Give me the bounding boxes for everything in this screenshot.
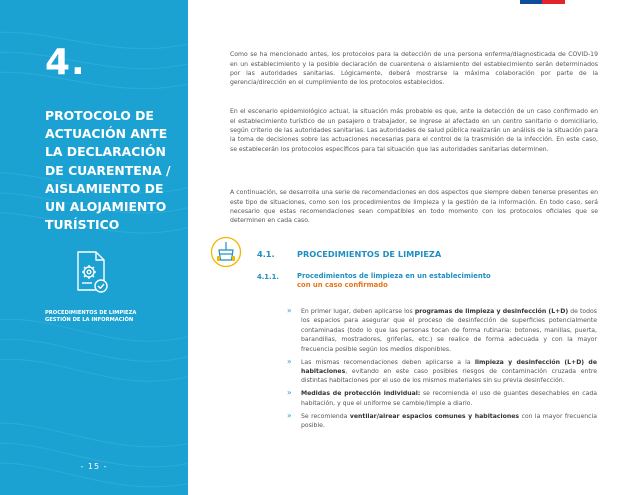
- chapter-title: PROTOCOLO DE ACTUACIÓN ANTE LA DECLARACIÓN DE CUARENTENA / AISLAMIENTO DE UN ALOJAMIENTO TURÍSTICO: [45, 108, 171, 233]
- government-flag-bar: [520, 0, 565, 4]
- list-item: » Medidas de protección individual: se recomienda el uso de guantes desechables en cada habitación, y que el uniforme se cambie/limpie a diario.: [287, 388, 598, 407]
- wave-pattern-decoration: [0, 0, 188, 495]
- list-item: » Se recomienda ventilar/airear espacios comunes y habitaciones con la mayor frecuencia posible.: [287, 410, 597, 429]
- list-item: » Las mismas recomendaciones deben aplicarse a la limpieza y desinfección (L+D) de habitaciones, evitando en este caso posibles riesgos de contaminación cruzada entre distintas habitaciones por el uso de los mismos materiales sin su previa desinfección.: [287, 356, 597, 385]
- subsection-title: [297, 272, 587, 291]
- list-item: » En primer lugar, deben aplicarse los programas de limpieza y desinfección (L+D) de todos los espacios para asegurar que el proceso de desinfección de superficies potencialmente contaminadas (todo lo que las personas tocan de forma rutinaria: botones, manillas, puerta, barandillas, mostradores, griferías, etc.) se realice de forma adecuada y con la mayor frecuencia posible según los medios disponibles.: [287, 306, 597, 353]
- subsection-title-accent: con un caso confirmado: [297, 281, 388, 290]
- intro-paragraph: Como se ha mencionado antes, los protocolos para la detección de una persona enferma/diagnosticada de COVID-19 en un establecimiento y la posible declaración de cuarentena o aislamiento del establecimiento serán determinados por las autoridades sanitarias. Lógicamente, deberá mostrarse la máxima colaboración por parte de la gerencia/dirección en el cumplimiento de los protocolos establecidos.: [230, 51, 598, 87]
- flag-red-stripe: [542, 0, 565, 4]
- bullet-marker-icon: »: [287, 306, 292, 315]
- page-number: - 15 -: [80, 462, 108, 471]
- section-title: PROCEDIMIENTOS DE LIMPIEZA: [297, 249, 442, 259]
- cleaning-bucket-icon: [210, 236, 242, 268]
- sidebar-section-labels: [45, 310, 185, 324]
- flag-blue-stripe: [520, 0, 542, 4]
- chapter-sidebar: [0, 0, 188, 495]
- subsection-title-main: Procedimientos de limpieza en un establecimiento: [297, 272, 491, 280]
- document-gear-check-icon: [74, 250, 110, 294]
- scenario-paragraph: En el escenario epidemiológico actual, la situación más probable es que, ante la detección de un caso confirmado en el establecimiento turístico de un pasajero o trabajador, se ingrese al afectado en un centro sanitario o domiciliario, según criterio de las autoridades sanitarias. Las autoridades de salud pública realizarán un análisis de la situación para la toma de decisiones sobre las actuaciones necesarias para el control de la trasmisión de la infección. En este caso, se establecerán los protocolos específicos para tal situación que las autoridades sanitarias determinen.: [230, 108, 598, 153]
- chapter-number: 4.: [45, 42, 86, 83]
- section-number: 4.1.: [257, 249, 275, 259]
- sidebar-label-cleaning: PROCEDIMIENTOS DE LIMPIEZA: [45, 310, 137, 316]
- subsection-number: 4.1.1.: [257, 273, 279, 281]
- bullet-marker-icon: »: [287, 388, 292, 398]
- recommendations-paragraph: A continuación, se desarrolla una serie de recomendaciones en dos aspectos que siempre deben tenerse presentes en este tipo de situaciones, como son los procedimientos de limpieza y la gestión de la información. En todo caso, será necesario que estas recomendaciones sean compatibles en todo momento con los protocolos oficiales que se determinen en cada caso.: [230, 189, 598, 225]
- bullet-marker-icon: »: [287, 356, 292, 366]
- bullet-marker-icon: »: [287, 410, 292, 420]
- sidebar-label-information: GESTIÓN DE LA INFORMACIÓN: [45, 317, 134, 323]
- cleaning-bullet-list: [287, 307, 597, 434]
